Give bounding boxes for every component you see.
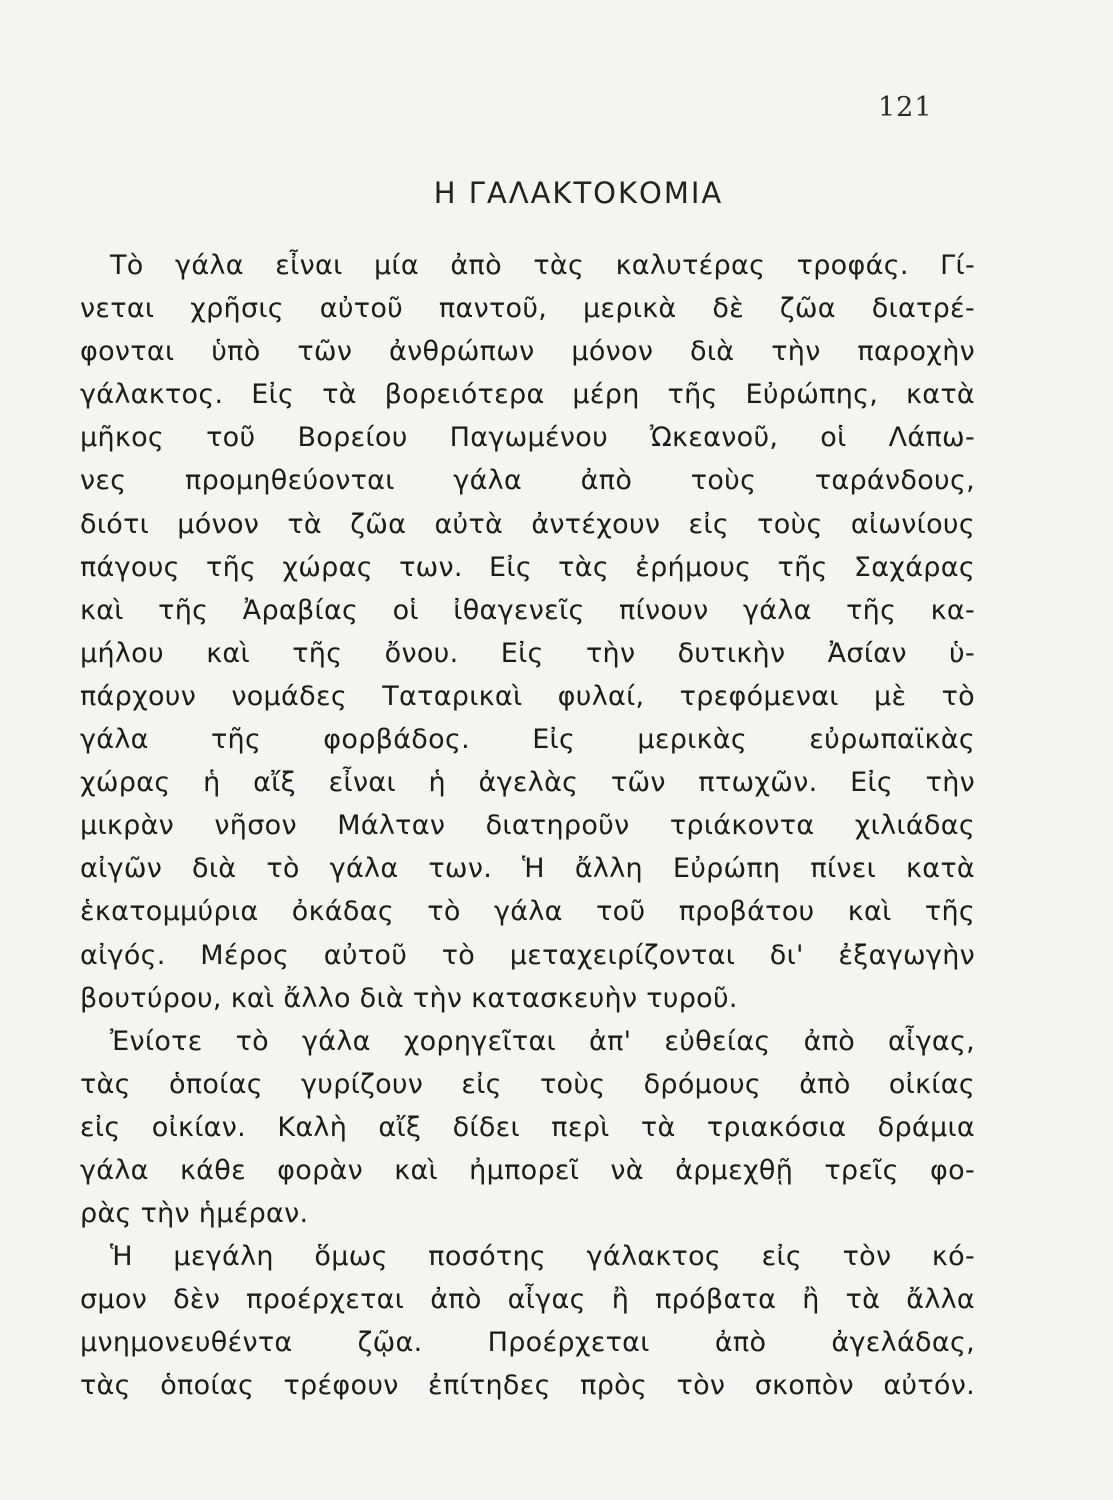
text-line: μήλου καὶ τῆς ὄνου. Εἰς τὴν δυτικὴν Ἀσίαν ὑ- <box>80 637 975 669</box>
text-line: εἰς οἰκίαν. Καλὴ αἴξ δίδει περὶ τὰ τριακόσια δράμια <box>80 1111 975 1143</box>
chapter-title: Η ΓΑΛΑΚΤΟΚΟΜΙΑ <box>433 176 724 210</box>
text-line: πάρχουν νομάδες Ταταρικαὶ φυλαί, τρεφόμεναι μὲ τὸ <box>80 680 975 712</box>
text-line: τὰς ὁποίας γυρίζουν εἰς τοὺς δρόμους ἀπὸ οἰκίας <box>80 1068 975 1100</box>
text-line: Τὸ γάλα εἶναι μία ἀπὸ τὰς καλυτέρας τροφάς. Γί- <box>110 250 975 281</box>
text-line: Ἡ μεγάλη ὅμως ποσότης γάλακτος εἰς τὸν κό- <box>110 1241 975 1273</box>
text-line: γάλα τῆς φορβάδος. Εἰς μερικὰς εὐρωπαϊκὰς <box>80 724 975 756</box>
text-line: μῆκος τοῦ Βορείου Παγωμένου Ὠκεανοῦ, οἱ Λάπω- <box>80 422 975 454</box>
text-line: τὰς ὁποίας τρέφουν ἐπίτηδες πρὸς τὸν σκοπὸν αὐτόν. <box>80 1370 975 1402</box>
text-line: διότι μόνον τὰ ζῶα αὐτὰ ἀντέχουν εἰς τοὺς αἰωνίους <box>80 508 975 540</box>
text-line: βουτύρου, καὶ ἄλλο διὰ τὴν κατασκευὴν τυροῦ. <box>80 982 738 1014</box>
text-line: νες προμηθεύονται γάλα ἀπὸ τοὺς ταράνδους, <box>80 465 975 497</box>
text-line: γάλακτος. Εἰς τὰ βορειότερα μέρη τῆς Εὐρώπης, κατὰ <box>80 379 975 411</box>
text-line: Ἐνίοτε τὸ γάλα χορηγεῖται ἀπ' εὐθείας ἀπὸ αἶγας, <box>110 1025 975 1057</box>
text-line: πάγους τῆς χώρας των. Εἰς τὰς ἐρήμους τῆς Σαχάρας <box>80 551 975 583</box>
text-line: σμον δὲν προέρχεται ἀπὸ αἶγας ἢ πρόβατα ἢ τὰ ἄλλα <box>80 1284 975 1316</box>
text-line: γάλα κάθε φορὰν καὶ ἠμπορεῖ νὰ ἀρμεχθῇ τρεῖς φο- <box>80 1154 975 1186</box>
body-text <box>80 244 975 1408</box>
text-line: μικρὰν νῆσον Μάλταν διατηροῦν τριάκοντα χιλιάδας <box>80 810 975 842</box>
text-line: ρὰς τὴν ἡμέραν. <box>80 1198 309 1230</box>
text-line: αἰγός. Μέρος αὐτοῦ τὸ μεταχειρίζονται δι' ἐξαγωγὴν <box>80 939 975 971</box>
page-number: 121 <box>878 92 933 123</box>
text-line: νεται χρῆσις αὐτοῦ παντοῦ, μερικὰ δὲ ζῶα διατρέ- <box>80 293 975 325</box>
text-line: καὶ τῆς Ἀραβίας οἱ ἰθαγενεῖς πίνουν γάλα τῆς κα- <box>80 594 975 626</box>
text-line: χώρας ἡ αἴξ εἶναι ἡ ἀγελὰς τῶν πτωχῶν. Εἰς τὴν <box>80 767 975 799</box>
text-line: ἑκατομμύρια ὀκάδας τὸ γάλα τοῦ προβάτου καὶ τῆς <box>80 896 975 928</box>
text-line: αἰγῶν διὰ τὸ γάλα των. Ἡ ἄλλη Εὐρώπη πίνει κατὰ <box>80 853 975 885</box>
text-line: μνημονευθέντα ζῷα. Προέρχεται ἀπὸ ἀγελάδας, <box>80 1327 975 1359</box>
text-line: φονται ὑπὸ τῶν ἀνθρώπων μόνον διὰ τὴν παροχὴν <box>80 336 975 368</box>
